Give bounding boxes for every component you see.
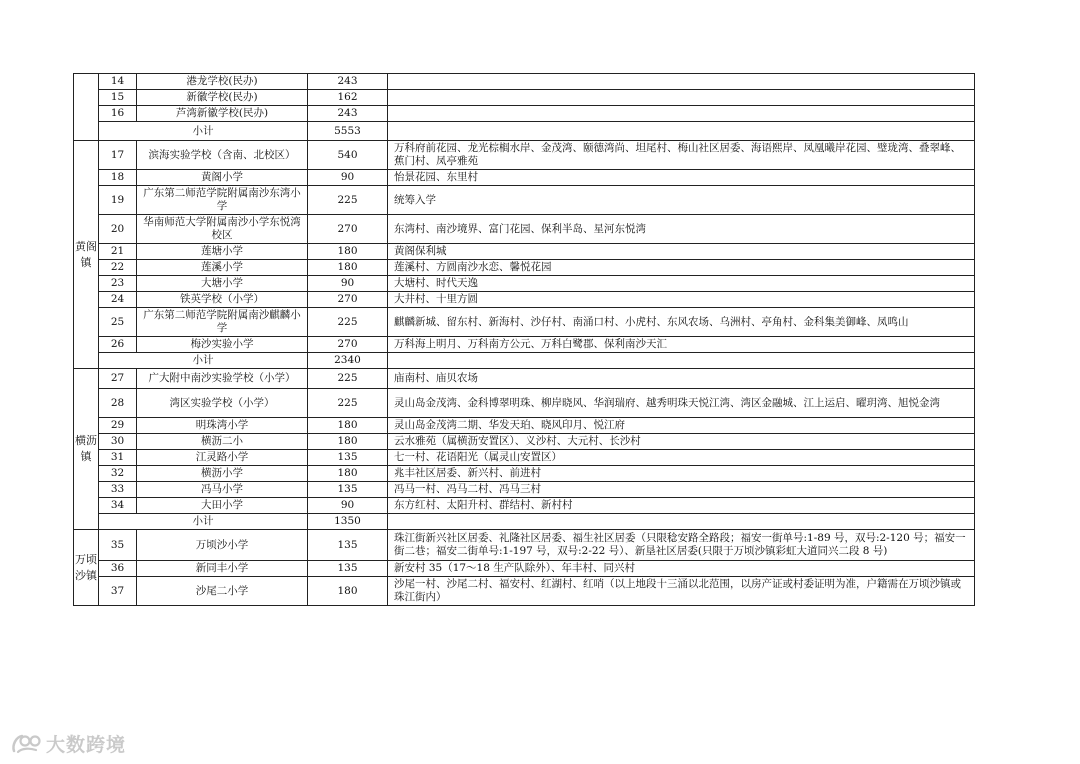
table-row — [74, 308, 975, 337]
row-number: 26 — [99, 337, 137, 353]
row-number: 25 — [99, 308, 137, 337]
town-cell: 横沥镇 — [74, 369, 99, 530]
table-row — [74, 434, 975, 450]
enrollment-area — [388, 74, 975, 90]
table-row — [74, 530, 975, 561]
quota-value: 135 — [308, 482, 388, 498]
table-row — [74, 260, 975, 276]
quota-value: 180 — [308, 260, 388, 276]
table-row — [74, 418, 975, 434]
row-number: 20 — [99, 215, 137, 244]
row-number: 30 — [99, 434, 137, 450]
quota-value: 270 — [308, 215, 388, 244]
enrollment-area: 怡景花园、东里村 — [388, 170, 975, 186]
table-body — [74, 74, 975, 606]
subtotal-value: 2340 — [308, 353, 388, 369]
watermark — [10, 730, 126, 756]
enrollment-area: 东湾村、南沙境界、富门花园、保利半岛、星河东悦湾 — [388, 215, 975, 244]
enrollment-area: 新安村 35（17～18 生产队除外）、年丰村、同兴村 — [388, 561, 975, 577]
enrollment-area: 黄阁保利城 — [388, 244, 975, 260]
school-name: 新同丰小学 — [137, 561, 308, 577]
quota-value: 270 — [308, 292, 388, 308]
table-row — [74, 90, 975, 106]
enrollment-area: 珠江街新兴社区居委、礼隆社区居委、福生社区居委（只限稔安路全路段；福安一街单号:1-89 号，双号:2-120 号；福安一街二巷；福安二街单号:1-197 号，双号:2-22 号）、新垦社区居委(只限于万顷沙镇彩虹大道同兴二段 8 号) — [388, 530, 975, 561]
enrollment-area: 冯马一村、冯马二村、冯马三村 — [388, 482, 975, 498]
quota-value: 180 — [308, 418, 388, 434]
row-number: 21 — [99, 244, 137, 260]
enrollment-area: 云水雅苑（属横沥安置区）、义沙村、大元村、长沙村 — [388, 434, 975, 450]
quota-value: 225 — [308, 308, 388, 337]
row-number: 31 — [99, 450, 137, 466]
quota-value: 180 — [308, 244, 388, 260]
school-name: 芦湾新徽学校(民办) — [137, 106, 308, 122]
table-row — [74, 244, 975, 260]
enrollment-area: 万科海上明月、万科南方公元、万科白鹭郡、保利南沙天汇 — [388, 337, 975, 353]
table-row — [74, 292, 975, 308]
school-name: 大塘小学 — [137, 276, 308, 292]
table-row — [74, 369, 975, 389]
row-number: 23 — [99, 276, 137, 292]
school-name: 港龙学校(民办) — [137, 74, 308, 90]
enrollment-area: 灵山岛金茂湾、金科博翠明珠、柳岸晓风、华润瑞府、越秀明珠天悦江湾、湾区金融城、江上运启、曜玥湾、旭悦金湾 — [388, 389, 975, 418]
row-number: 15 — [99, 90, 137, 106]
school-name: 大田小学 — [137, 498, 308, 514]
table-row — [74, 337, 975, 353]
subtotal-row — [74, 353, 975, 369]
enrollment-area: 兆丰社区居委、新兴村、前进村 — [388, 466, 975, 482]
table-row — [74, 561, 975, 577]
table-row — [74, 482, 975, 498]
enrollment-area: 统筹入学 — [388, 186, 975, 215]
quota-value: 135 — [308, 530, 388, 561]
row-number: 35 — [99, 530, 137, 561]
table-row — [74, 170, 975, 186]
quota-value: 180 — [308, 577, 388, 606]
school-name: 广大附中南沙实验学校（小学） — [137, 369, 308, 389]
table-row — [74, 276, 975, 292]
enrollment-area: 麒麟新城、留东村、新海村、沙仔村、南涌口村、小虎村、东风农场、乌洲村、亭角村、金科集美御峰、凤鸣山 — [388, 308, 975, 337]
school-name: 湾区实验学校（小学） — [137, 389, 308, 418]
school-name: 广东第二师范学院附属南沙麒麟小学 — [137, 308, 308, 337]
enrollment-area: 莲溪村、方圆南沙水恋、馨悦花园 — [388, 260, 975, 276]
enrollment-area: 大塘村、时代天逸 — [388, 276, 975, 292]
quota-value: 270 — [308, 337, 388, 353]
school-name: 滨海实验学校（含南、北校区） — [137, 141, 308, 170]
town-cell: 万顷沙镇 — [74, 530, 99, 606]
school-name: 华南师范大学附属南沙小学东悦湾校区 — [137, 215, 308, 244]
school-name: 沙尾二小学 — [137, 577, 308, 606]
row-number: 32 — [99, 466, 137, 482]
row-number: 36 — [99, 561, 137, 577]
row-number: 19 — [99, 186, 137, 215]
quota-value: 90 — [308, 276, 388, 292]
table-row — [74, 186, 975, 215]
town-cell: 黄阁镇 — [74, 141, 99, 369]
quota-value: 243 — [308, 106, 388, 122]
subtotal-value: 5553 — [308, 122, 388, 141]
subtotal-area — [388, 122, 975, 141]
school-name: 广东第二师范学院附属南沙东湾小学 — [137, 186, 308, 215]
subtotal-label: 小计 — [99, 514, 308, 530]
row-number: 34 — [99, 498, 137, 514]
subtotal-label: 小计 — [99, 353, 308, 369]
quota-value: 225 — [308, 186, 388, 215]
quota-value: 540 — [308, 141, 388, 170]
school-name: 横沥小学 — [137, 466, 308, 482]
enrollment-area: 庙南村、庙贝农场 — [388, 369, 975, 389]
row-number: 17 — [99, 141, 137, 170]
enrollment-area: 东方红村、太阳升村、群结村、新村村 — [388, 498, 975, 514]
subtotal-row — [74, 122, 975, 141]
school-name: 黄阁小学 — [137, 170, 308, 186]
table-row — [74, 450, 975, 466]
school-name: 梅沙实验小学 — [137, 337, 308, 353]
subtotal-value: 1350 — [308, 514, 388, 530]
row-number: 37 — [99, 577, 137, 606]
school-name: 莲塘小学 — [137, 244, 308, 260]
school-name: 明珠湾小学 — [137, 418, 308, 434]
school-name: 莲溪小学 — [137, 260, 308, 276]
enrollment-area: 灵山岛金茂湾二期、华发天珀、晓风印月、悦江府 — [388, 418, 975, 434]
row-number: 27 — [99, 369, 137, 389]
enrollment-area — [388, 90, 975, 106]
row-number: 18 — [99, 170, 137, 186]
table-row — [74, 141, 975, 170]
table-row — [74, 466, 975, 482]
table-row — [74, 389, 975, 418]
enrollment-area: 七一村、花语阳光（属灵山安置区） — [388, 450, 975, 466]
quota-value: 135 — [308, 450, 388, 466]
enrollment-table — [73, 73, 975, 606]
school-name: 万顷沙小学 — [137, 530, 308, 561]
row-number: 29 — [99, 418, 137, 434]
subtotal-area — [388, 514, 975, 530]
enrollment-area — [388, 106, 975, 122]
table-row — [74, 74, 975, 90]
row-number: 33 — [99, 482, 137, 498]
quota-value: 243 — [308, 74, 388, 90]
quota-value: 90 — [308, 498, 388, 514]
quota-value: 225 — [308, 369, 388, 389]
brand-logo-icon — [10, 731, 44, 755]
school-name: 铁英学校（小学） — [137, 292, 308, 308]
school-name: 冯马小学 — [137, 482, 308, 498]
table-row — [74, 577, 975, 606]
subtotal-label: 小计 — [99, 122, 308, 141]
quota-value: 225 — [308, 389, 388, 418]
school-name: 江灵路小学 — [137, 450, 308, 466]
quota-value: 180 — [308, 466, 388, 482]
table-row — [74, 106, 975, 122]
row-number: 22 — [99, 260, 137, 276]
school-name: 横沥二小 — [137, 434, 308, 450]
row-number: 28 — [99, 389, 137, 418]
subtotal-area — [388, 353, 975, 369]
table-row — [74, 498, 975, 514]
quota-value: 90 — [308, 170, 388, 186]
subtotal-row — [74, 514, 975, 530]
enrollment-area: 沙尾一村、沙尾二村、福安村、红湖村、红哨（以上地段十三涌以北范围，以房产证或村委证明为准，户籍需在万顷沙镇或珠江街内） — [388, 577, 975, 606]
school-name: 新徽学校(民办) — [137, 90, 308, 106]
row-number: 24 — [99, 292, 137, 308]
table-row — [74, 215, 975, 244]
town-cell — [74, 74, 99, 141]
row-number: 16 — [99, 106, 137, 122]
enrollment-area: 万科府前花园、龙光棕榈水岸、金茂湾、颐德湾尚、坦尾村、梅山社区居委、海语熙岸、凤凰曦岸花园、璧珑湾、叠翠峰、蕉门村、凤亭雅苑 — [388, 141, 975, 170]
quota-value: 135 — [308, 561, 388, 577]
row-number: 14 — [99, 74, 137, 90]
quota-value: 162 — [308, 90, 388, 106]
quota-value: 180 — [308, 434, 388, 450]
enrollment-area: 大井村、十里方圆 — [388, 292, 975, 308]
watermark-text: 大数跨境 — [46, 733, 127, 756]
